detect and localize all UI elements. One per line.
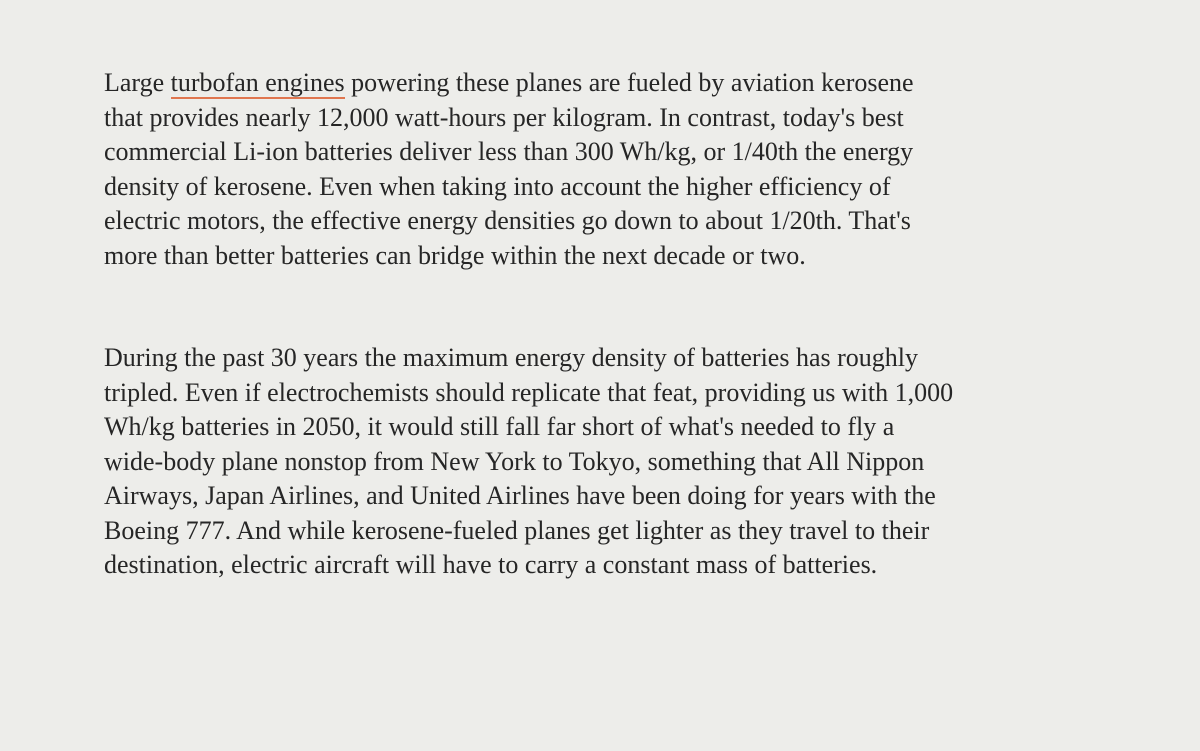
paragraph-1-line-4: density of kerosene. Even when taking into account the higher efficiency of <box>104 171 891 201</box>
paragraph-2-line-6: Boeing 777. And while kerosene-fueled planes get lighter as they travel to their <box>104 515 930 545</box>
article-body <box>104 66 1114 583</box>
paragraph-2-line-5: Airways, Japan Airlines, and United Airlines have been doing for years with the <box>104 481 936 510</box>
paragraph-1-line-6: more than better batteries can bridge within the next decade or two. <box>104 240 806 270</box>
paragraph-2-line-4: wide-body plane nonstop from New York to Tokyo, something that All Nippon <box>104 446 925 476</box>
paragraph-2-line-1: During the past 30 years the maximum energy density of batteries has roughly <box>104 343 918 372</box>
paragraph-1-line-1-rest: powering these planes are fueled by aviation kerosene <box>344 68 914 97</box>
turbofan-engines-link[interactable]: turbofan engines <box>170 68 345 97</box>
paragraph-2-line-3: Wh/kg batteries in 2050, it would still fall far short of what's needed to fly a <box>104 412 895 441</box>
paragraph-2-line-2: tripled. Even if electrochemists should replicate that feat, providing us with 1,000 <box>104 377 954 407</box>
paragraph-1 <box>104 66 1114 273</box>
paragraph-1-line-5: electric motors, the effective energy densities go down to about 1/20th. That's <box>104 206 911 235</box>
paragraph-1-line-1 <box>104 68 914 99</box>
paragraph-1-line-3: commercial Li-ion batteries deliver less than 300 Wh/kg, or 1/40th the energy <box>104 137 914 166</box>
paragraph-2-line-7: destination, electric aircraft will have to carry a constant mass of batteries. <box>104 550 878 579</box>
paragraph-1-line-2: that provides nearly 12,000 watt-hours per kilogram. In contrast, today's best <box>104 102 904 132</box>
paragraph-1-lead-text: Large <box>104 68 171 97</box>
paragraph-2 <box>104 341 1114 583</box>
